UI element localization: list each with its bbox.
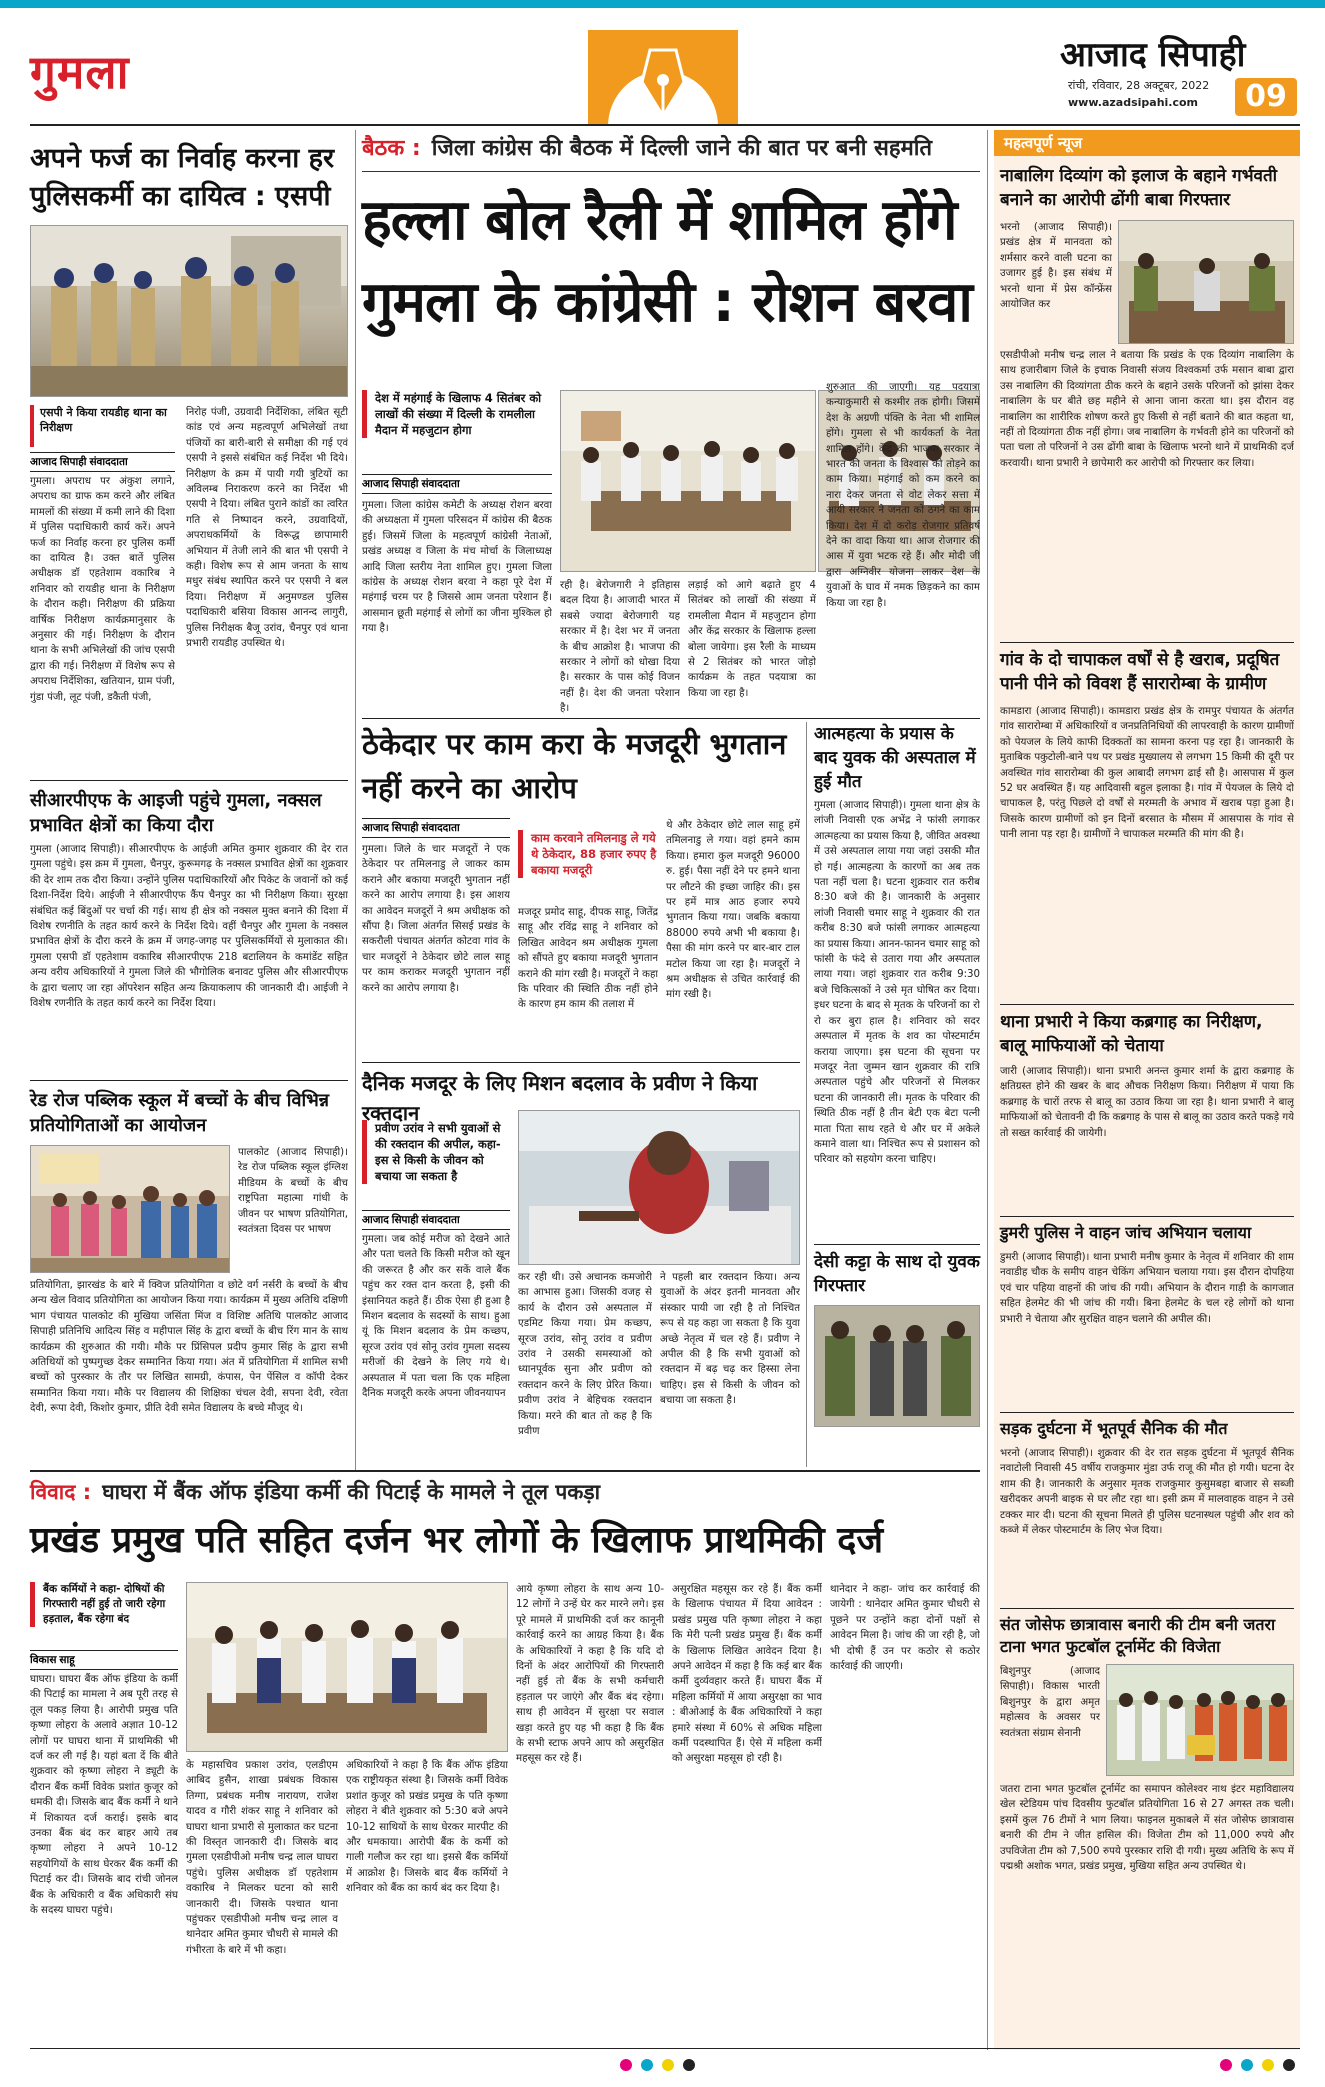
bottom-col4: आये कृष्णा लोहरा के साथ अन्य 10-12 लोगों ने उन्हें घेर कर मारने लगे। इस पूरे मामले में प्राथमिकी दर्ज कर कानूनी कार्रवाई करने का आग्रह किया है। बैंक के अधिकारियों ने कहा है कि यदि दो दिनों के अंदर आरोपियों की गिरफ्तारी नहीं हुई तो बैंक के सभी कर्मचारी हड़ताल पर जाएंगे और बैंक बंद रहेगा। साथ ही आवेदन में सुरक्षा पर सवाल खड़ा करते हुए यह भी कहा है कि बैंक के सभी स्टाफ अपने आप को असुरक्षित महसूस कर रहे हैं। — [516, 1584, 664, 1765]
right-s5-text: भरनो (आजाद सिपाही)। शुक्रवार की देर रात सड़क दुर्घटना में भूतपूर्व सैनिक नवाटोली निवासी 45 वर्षीय राजकुमार मुंडा उर्फ राजू की मौत हो गयी। घटना देर शाम की है। जानकारी के अनुसार मृतक राजकुमार कुसुमबहा बाजार से सब्जी खरीदकर अपनी बाइक से घर लौट रहा था। इसी क्रम में मालवाहक वाहन ने उसे टक्कर मार दी। घटना की सूचना मिलते ही पुलिस घटनास्थल पहुंची और शव को कब्जे में लेकर पोस्टमार्टम के लिए भेज दिया। — [1000, 1448, 1294, 1537]
footer-color-dots-left — [620, 2056, 700, 2070]
blood-col3: ने पहली बार रक्तदान किया। अन्य युवाओं के अंदर इतनी मानवता और संस्कार पायी जा रही है तो निश्चित रूप से यह कहा जा सकता है कि युवा अच्छे नेतृत्व में चल रहे हैं। प्रवीण ने अपील की है कि सभी युवाओं को रक्तदान में बढ़ चढ़ कर हिस्सा लेना चाहिए। इस से किसी के जीवन को बचाया जा सकता है। — [660, 1272, 800, 1407]
left-story1-col1: गुमला। अपराध पर अंकुश लगाने, अपराध का ग्राफ कम करने और लंबित मामलों की संख्या में कमी लाने की दिशा में पुलिस पदाधिकारी कार्य करें। अपने फर्ज का निर्वाह करना हर पुलिस कर्मी का दायित्व है। उक्त बातें पुलिस अधीक्षक डॉ एहतेशाम वकारिब ने शनिवार को रायडीह थाना के निरीक्षण के दौरान कही। निरीक्षण की प्रक्रिया वार्षिक निरीक्षण कार्यक्रमानुसार के अनुसार की गई। निरीक्षण के दौरान थाना के सभी अभिलेखों की जांच एसपी द्वारा की गई। निरीक्षण में विशेष रूप से अपराध निर्देशिका, खतियान, ग्राम पंजी, गुंडा पंजी, लूट पंजी, डकैती पंजी, — [30, 476, 175, 703]
pistol-photo — [814, 1305, 980, 1427]
col-divider-3 — [987, 130, 988, 2050]
registration-dot-cyan — [641, 2059, 653, 2071]
bottom-pullquote-text: बैंक कर्मियों ने कहा- दोषियों की गिरफ्तारी नहीं हुई तो जारी रहेगा हड़ताल, बैंक रहेगा बंद — [43, 1583, 166, 1625]
right-s6-text: जतरा टाना भगत फुटबॉल टूर्नामेंट का समापन कोलेश्वर नाथ इंटर महाविद्यालय खेल स्टेडियम पांच दिवसीय फुटबॉल प्रतियोगिता 16 से 27 अगस्त तक चली। इसमें कुल 76 टीमों ने भाग लिया। फाइनल मुकाबले में संत जोसेफ छात्रावास बनारी की टीम ने जीत हासिल की। विजेता टीम को 11,000 रुपये और उपविजेता टीम को 7,500 रुपये पुरस्कार राशि दी गयी। मुख्य अतिथि के रूप में पद्मश्री अशोक भगत, प्रखंड प्रमुख, मुखिया सहित अन्य उपस्थित थे। — [1000, 1784, 1294, 1873]
main-col4: शुरुआत की जाएगी। यह पदयात्रा कन्याकुमारी से कश्मीर तक होगी। जिसमें देश के अग्रणी पंक्ति के नेता भी शामिल होंगे। गुमला से भी कार्यकर्ता के नेता शामिल होंगे। केंद्र की भाजपा सरकार ने भारत की जनता के विश्वास को तोड़ने का काम किया। महंगाई को कम करने का नारा देकर जनता से वोट लेकर सत्ता में आयी सरकार ने जनता को ठगने का काम किया। देश में दो करोड़ रोजगार प्रतिवर्ष देने का वादा किया था। आज रोजगार की आस में युवा भटक रहे हैं। और मोदी जी द्वारा अग्निवीर योजना लाकर देश के युवाओं के घाव में नमक छिड़कने का काम किया जा रहा है। — [826, 382, 980, 609]
col-divider-2 — [806, 722, 807, 1467]
main-pullquote-text: देश में महंगाई के खिलाफ 4 सितंबर को लाखों की संख्या में दिल्ली के रामलीला मैदान में महजुटान होगा — [375, 391, 542, 437]
main-col1: गुमला। जिला कांग्रेस कमेटी के अध्यक्ष रोशन बरवा की अध्यक्षता में गुमला परिसदन में कांग्रेस की बैठक हुई। जिसमें जिला के महत्वपूर्ण कांग्रेसी नेताओं, प्रखंड अध्यक्ष व जिला के मंच मोर्चा के जिलाध्यक्ष आदि जिला स्तरीय नेता शामिल हुए। गुमला जिला कांग्रेस के अध्यक्ष रोशन बरवा ने कहा पूरे देश में महंगाई चरम पर है जिससे आम जनता परेशान हैं। आसमान छूती महंगाई से लोगों का जीना मुश्किल हो गया है। — [362, 500, 552, 635]
right-s1-lead: भरनो (आजाद सिपाही)। प्रखंड क्षेत्र में मानवता को शर्मसार करने वाली घटना का उजागर हुई है। इस संबंध में भरनो थाना में प्रेस कॉन्फ्रेंस आयोजित कर — [1000, 222, 1112, 311]
left-rule-2 — [30, 1080, 348, 1081]
school-photo — [30, 1145, 230, 1273]
section-title: गुमला — [30, 45, 130, 99]
blood-byline: आजाद सिपाही संवाददाता — [362, 1210, 510, 1230]
photo-caption: एसपी ने किया रायडीह थाना का निरीक्षण — [40, 406, 167, 434]
contractor-pullquote-text: काम करवाने तमिलनाडु ले गये थे ठेकेदार, 88 हजार रुपए है बकाया मजदूरी — [531, 831, 657, 877]
left-story1-col2: निरोह पंजी, उग्रवादी निर्देशिका, लंबित सूटी कांड एवं अन्य महत्वपूर्ण अभिलेखों तथा पंजियों का बारी-बारी से समीक्षा की गई एवं एसपी ने इससे संबंधित कई निर्देश भी दिये। निरीक्षण के क्रम में पायी गयी त्रुटियों का अविलम्ब निराकरण करने का निर्देश भी एसपी ने दिया। लंबित पुराने कांडों का त्वरित गति से निष्पादन करने, उग्रवादियों, अपराधकर्मियों के विरूद्ध छापामारी अभियान में तेजी लाने की बात भी एसपी ने कही। विशेष रूप से आम जनता के साथ मधुर संबंध स्थापित करने पर एसपी ने बल दिया। निरीक्षण में अनुमण्डल पुलिस पदाधिकारी बसिया विकास आनन्द लागुरी, पुलिस निरीक्षक बैजू उरांव, चैनपुर एवं थाना प्रभारी रायडीह उपस्थित थे। — [186, 407, 348, 650]
blood-col1: गुमला। जब कोई मरीज को देखने आते और पता चलते कि किसी मरीज को खून की जरूरत है और कर सकें वाले बैंक पहुंच कर रक्त दान करता है, इसी की इंसानियत कहते हैं। ठीक ऐसा ही हुआ है मिशन बदलाव के सदस्यों के साथ। हुआ यूं कि मिशन बदलाव के प्रेम कच्छप, सूरज उरांव एवं सोनू उरांव गुमला सदस्य मरीजों की देखने के लिए गये थे। अस्पताल में पता चला कि एक महिला दैनिक मजदूरी करके अपना जीवनयापन — [362, 1234, 510, 1400]
right-s4-headline: डुमरी पुलिस ने वाहन जांच अभियान चलाया — [1000, 1223, 1252, 1242]
pen-nib-icon — [588, 30, 738, 126]
registration-dot-black — [683, 2059, 695, 2071]
logo-emblem — [588, 30, 738, 126]
right-s6-headline: संत जोसेफ छात्रावास बनारी की टीम बनी जतरा टाना भगत फुटबॉल टूर्नामेंट की विजेता — [1000, 1615, 1276, 1656]
suicide-headline: आत्महत्या के प्रयास के बाद युवक की अस्पताल में हुई मौत — [814, 724, 976, 792]
left-story3-col: पालकोट (आजाद सिपाही)। रेड रोज पब्लिक स्कूल इंग्लिश मीडियम के बच्चों के बीच राष्ट्रपिता महात्मा गांधी के जीवन पर भाषण प्रतियोगिता, स्वतंत्रता दिवस पर भाषण — [238, 1147, 348, 1236]
main-kicker-text: जिला कांग्रेस की बैठक में दिल्ली जाने की बात पर बनी सहमति — [431, 136, 933, 161]
top-color-bar — [0, 0, 1325, 8]
blood-pullquote — [362, 1120, 510, 1184]
football-photo — [1106, 1664, 1294, 1776]
bottom-col6: थानेदार ने कहा- जांच कर कार्रवाई की जायेगी : थानेदार अमित कुमार चौधरी से पूछने पर उन्होंने कहा दोनों पक्षों से आवेदन मिला है। जांच की जा रही है, जो भी दोषी हैं उन पर कठोर से कठोर कार्रवाई की जाएगी। — [830, 1584, 980, 1673]
registration-dot-magenta-2 — [1220, 2059, 1232, 2071]
right-s1-headline: नाबालिग दिव्यांग को इलाज के बहाने गर्भवती बनाने का आरोपी ढोंगी बाबा गिरफ्तार — [1000, 166, 1278, 210]
bottom-pullquote — [30, 1582, 178, 1627]
left-story1-byline: आजाद सिपाही संवाददाता — [30, 452, 175, 472]
contractor-pullquote — [518, 830, 658, 878]
footer-rule — [30, 2048, 1300, 2049]
left-story1-headline: अपने फर्ज का निर्वाह करना हर पुलिसकर्मी का दायित्व : एसपी — [30, 143, 334, 212]
bottom-col2: के महासचिव प्रकाश उरांव, एलडीएम आबिद हुसैन, शाखा प्रबंधक विकास तिग्गा, प्रबंधक मनीष नारायण, राजेश यादव व गौरी शंकर साहू ने शनिवार को घाघरा थाना प्रभारी से मुलाकात कर घटना की विस्तृत जानकारी दी। जिसके बाद गुमला एसडीपीओ मनीष चन्द्र लाल घाघरा पहुंचे। पुलिस अधीक्षक डॉ एहतेशाम वकारिब ने मिलकर घटना को सारी जानकारी दी। जिसके पश्चात थाना पहुंचकर एसडीपीओ मनीष चन्द्र लाल व थानेदार अमित कुमार चौधरी से मामले की गंभीरता के बारे में भी कहा। — [186, 1760, 338, 1956]
meeting-photo — [560, 390, 816, 572]
bottom-kicker-label: विवाद : — [30, 1480, 92, 1504]
center-rule-3 — [814, 1244, 980, 1245]
contractor-col1: गुमला। जिले के चार मजदूरों ने एक ठेकेदार पर तमिलनाडु ले जाकर काम कराने और बकाया मजदूरी भुगतान नहीं करने का आरोप लगाया है। इस आशय का आवेदन मजदूरों ने श्रम अधीक्षक को सौंपा है। जिला अंतर्गत सिसई प्रखंड के सकरौली पंचायत अंतर्गत कोटवा गांव के चार मजदूरों ने ठेकेदार छोटे लाल साहू पर काम कराकर मजदूरी भुगतान नहीं करने का आरोप लगाया है। — [362, 844, 510, 994]
dateline: रांची, रविवार, 28 अक्टूबर, 2022 — [1068, 79, 1210, 92]
right-rule-5 — [1000, 1608, 1294, 1609]
left-rule-1 — [30, 780, 348, 781]
blood-photo — [518, 1110, 800, 1265]
right-s6-lead: बिशुनपुर (आजाद सिपाही)। विकास भारती बिशुनपुर के द्वारा अमृत महोत्सव के अवसर पर स्वतंत्रता संग्राम सेनानी — [1000, 1666, 1100, 1739]
right-s2-text: कामडारा (आजाद सिपाही)। कामडारा प्रखंड क्षेत्र के रामपुर पंचायत के अंतर्गत गांव सारारोम्बा में अधिकारियों व जनप्रतिनिधियों की लापरवाही के कारण ग्रामीणों को पेयजल के लिये काफी दिक्कतों का सामना करना पड़ रहा है। जानकारी के मुताबिक पकुटोली-बाने पथ पर प्रखंड मुख्यालय से लगभग 15 किमी की दूरी पर अवस्थित गांव सारारोम्बा की कुल आबादी लगभग ढाई सौ है। आसपास में कुल 52 घर अवस्थित हैं। यह आदिवासी बहुल इलाका है। गांव में पेयजल के लिये दो चापाकल है, परंतु पिछले दो वर्षों से मरम्मती के अभाव में खराब पड़ा हुआ है। जिसके कारण ग्रामीणों को इन दिनों बरसात के मौसम में आसपास के गांव से पानी लाना पड़ रहा है। ग्रामीणों ने चापाकल मरम्मति की मांग की है। — [1000, 706, 1294, 841]
main-col2: रही है। बेरोजगारी ने इतिहास बदल दिया है। आजादी भारत में सबसे ज्यादा बेरोजगारी यह सरकार में है। देश भर में जनता के बीच आक्रोश है। भाजपा की सरकार ने लोगों को धोखा दिया है। सरकार के पास कोई विजन नहीं है। देश की जनता परेशान है। — [560, 580, 680, 713]
blood-col2: कर रही थी। उसे अचानक कमजोरी का आभास हुआ। जिसकी वजह से कार्य के दौरान उसे अस्पताल में एडमिट किया गया। प्रेम कच्छप, सूरज उरांव, सोनू उरांव व प्रवीण उरांव ने उसकी समस्याओं को ध्यानपूर्वक सुना और प्रवीण को रक्तदान करने के लिए प्रेरित किया। प्रवीण उरांव ने बेहिचक रक्तदान किया। मरने की बात तो कह है कि प्रवीण — [518, 1272, 652, 1438]
page-number: 09 — [1235, 78, 1297, 116]
main-kicker-row — [362, 132, 980, 172]
main-col3: लड़ाई को आगे बढ़ाते हुए 4 सितंबर को लाखों की संख्या में रामलीला मैदान में महजुटान होगा और केंद्र सरकार के खिलाफ हल्ला बोला जायेगा। इस रैली के माध्यम से 2 सितंबर को भारत जोड़ो कार्यक्रम के तहत पदयात्रा का किया जा रहा है। — [688, 580, 816, 699]
footer-color-dots-right — [1220, 2056, 1300, 2070]
contractor-col3: थे और ठेकेदार छोटे लाल साहू हमें तमिलनाडु ले गया। वहां हमने काम किया। हमारा कुल मजदूरी 96000 रु. हुई। पैसा नहीं देने पर हमने थाना पर लौटने की इच्छा जाहिर की। इस पर हमें मात्र आठ हजार रुपये भुगतान किया गया। जबकि बकाया 88000 रुपये अभी भी बकाया है। पैसा की मांग करने पर बार-बार टाल मटोल किया जा रहा है। मजदूरों ने श्रम अधीक्षक से उचित कार्रवाई की मांग रखी है। — [666, 820, 800, 1001]
bottom-byline: विकास साहू — [30, 1650, 178, 1670]
police-photo — [30, 225, 348, 397]
left-story3-headline: रेड रोज पब्लिक स्कूल में बच्चों के बीच विभिन्न प्रतियोगिताओं का आयोजन — [30, 1090, 330, 1136]
main-byline: आजाद सिपाही संवाददाता — [362, 474, 552, 494]
registration-dot-cyan-2 — [1241, 2059, 1253, 2071]
masthead-rule — [30, 124, 1300, 126]
col-divider-1 — [355, 130, 356, 1470]
bottom-col3: अधिकारियों ने कहा है कि बैंक ऑफ इंडिया एक राष्ट्रीयकृत संस्था है। जिसके कर्मी विवेक प्रशांत कुजूर को प्रखंड प्रमुख के पति कृष्णा लोहरा ने बीते शुक्रवार को 5:30 बजे अपने 10-12 साथियों के साथ घेरकर मारपीट की और धमकाया। आरोपी बैंक के कर्मी को गाली गलौज कर रहा था। इससे बैंक कर्मियों में आक्रोश है। जिसके बाद बैंक कर्मियों ने शनिवार को बैंक का कार्य बंद कर दिया है। — [346, 1760, 508, 1895]
right-rule-4 — [1000, 1412, 1294, 1413]
bottom-top-rule — [30, 1470, 980, 1472]
blood-pullquote-text: प्रवीण उरांव ने सभी युवाओं से की रक्तदान की अपील, कहा- इस से किसी के जीवन को बचाया जा सकता है — [375, 1121, 501, 1183]
center-rule-2 — [362, 1062, 800, 1063]
arrest-photo — [1118, 220, 1294, 344]
right-panel-title: महत्वपूर्ण न्यूज — [994, 130, 1300, 156]
right-rule-3 — [1000, 1216, 1294, 1217]
blood-headline: दैनिक मजदूर के लिए मिशन बदलाव के प्रवीण ने किया रक्तदान — [362, 1071, 758, 1125]
left-story2-text: गुमला (आजाद सिपाही)। सीआरपीएफ के आईजी अमित कुमार शुक्रवार की देर रात गुमला पहुंचे। इस क्रम में गुमला, चैनपुर, कुरूमगढ़ के नक्सल प्रभावित क्षेत्रों का शुक्रवार की देर शाम तक दौरा किया। उन्होंने पुलिस पदाधिकारियों और पिकेट के जवानों को कई दिशा-निर्देश दिये। आईजी ने सीआरपीएफ कैंप चैनपुर का भी निरीक्षण किया। सुरक्षा संबंधित कई बिंदुओं पर चर्चा की गई। साथ ही क्षेत्र को नक्सल मुक्त बनाने की दिशा में विशेष रणनीति के तहत कार्य करने के निर्देश दिये। वहीं चैनपुर और गुमला के नक्सल प्रभावित क्षेत्रों के दौरा करने के क्रम में जगह-जगह पर पुलिसकर्मियों से मुलाकात की। गुमला एसपी डॉ एहतेशाम वकारिब सीआरपीएफ 218 बटालियन के कमांडेंट सहित अन्य वरीय अधिकारियों ने गुमला जिले की भौगोलिक बनावट पुलिस और सीआरपीएफ के द्वारा चलाए जा रहा ऑपरेशन सहित अन्य क्रियाकलाप की जानकारी दी। आईजी ने विशेष रणनीति के तहत कार्य करने का निर्देश दिया। — [30, 844, 348, 1010]
suicide-text: गुमला (आजाद सिपाही)। गुमला थाना क्षेत्र के लांजी निवासी एक अभेंद्र ने फांसी लगाकर आत्महत्या का प्रयास किया है, जीवित अवस्था में उसे अस्पताल लाया गया जहां उसकी मौत हो गई। आत्महत्या के कारणों का अब तक पता नहीं चला है। घटना शुक्रवार रात करीब 8:30 बजे की है। जानकारी के अनुसार लांजी निवासी चमार साहू ने शुक्रवार की रात करीब 8:30 बजे फांसी लगाकर आत्महत्या का प्रयास किया। आनन-फानन चमार साहू को फांसी के फंदे से उतारा गया और अस्पताल लाया गया। जहां शुक्रवार रात करीब 9:30 बजे चिकित्सकों ने उसे मृत घोषित कर दिया। इधर घटना के बाद से मृतक के परिजनों का रो रो कर बुरा हाल है। शनिवार को सदर अस्पताल में मृतक के शव का पोस्टमार्टम कराया जाएगा। इस घटना की सूचना पर मजदूर नेता जुम्मन खान शुक्रवार की रात्रि अस्पताल पहुंचे और परिजनों से मिलकर घटना की जानकारी ली। मृतक के परिवार की स्थिति ठीक नहीं है तीन बेटी एक बेटा पत्नी माता पिता साथ रहते थे और घर में अकेले कमाने वाला था। निश्चित रूप से प्रशासन को परिवार को सहयोग करना चाहिए। — [814, 800, 980, 1166]
right-s1-text: एसडीपीओ मनीष चन्द्र लाल ने बताया कि प्रखंड के एक दिव्यांग नाबालिग के साथ हजारीबाग जिले के इचाक निवासी संजय विश्वकर्मा उर्फ मसान बाबा द्वारा उस नाबालिग की दिव्यांगता ठीक करने के बहाने उसके परिजनों को झांसा देकर नाबालिग के घर बीते छह महीने से आना जाना करता था। इस दौरान वह नाबालिग का शारीरिक शोषण करते हुए किसी से नहीं बताने की बात कहता था, नहीं तो दिव्यांगता ठीक नहीं होगा। जब नाबालिग के गर्भवती होने का परिजनों को पता चला तो परिजनों ने उस ढोंगी बाबा के खिलाफ भरनो थाने में प्राथमिकी दर्ज करवायी। थाना प्रभारी ने छापेमारी कर आरोपी को गिरफ्तार कर लिया। — [1000, 350, 1294, 469]
paper-name: आजाद सिपाही — [1060, 35, 1246, 75]
right-s3-headline: थाना प्रभारी ने किया कब्रगाह का निरीक्षण, बालू माफियाओं को चेताया — [1000, 1012, 1263, 1056]
bottom-kicker-text: घाघरा में बैंक ऑफ इंडिया कर्मी की पिटाई के मामले ने तूल पकड़ा — [102, 1480, 601, 1504]
left-story3-full: प्रतियोगिता, झारखंड के बारे में क्विज प्रतियोगिता व छोटे वर्ग नर्सरी के बच्चों के बीच अन्य खेल विवाद प्रतियोगिता का आयोजन किया गया। कार्यक्रम में मुख्य अतिथि दक्षिणी भाग पंचायत पालकोट की मुखिया जसिंता मिंज व विशिष्ट अतिथि पालकोट आजाद सिपाही प्रतिनिधि आदित्य सिंह व महीपाल सिंह के द्वारा बच्चों के बीच रिंग मान के साथ कार्यक्रम की शुरुआत की गयी। मौके पर प्रिंसिपल प्रदीप कुमार सिंह के द्वारा सभी अतिथियों को पुष्पगुच्छ देकर सम्मानित किया गया। अंत में प्रतियोगिता में शामिल सभी बच्चों को पुरस्कार के तौर पर लिखित सामग्री, कंपास, पेन पेंसिल व कॉपी देकर सम्मानित किया गया। मौके पर विद्यालय की शिक्षिका चंचल देवी, सपना देवी, रवेता देवी, रूपा देवी, किशोर कुमार, प्रीति देवी समेत विद्यालय के बच्चे मौजूद थे। — [30, 1280, 348, 1415]
registration-dot-yellow-2 — [1262, 2059, 1274, 2071]
bottom-col5: असुरक्षित महसूस कर रहे हैं। बैंक कर्मी के खिलाफ पंचायत में दिया आवेदन : प्रखंड प्रमुख पति कृष्णा लोहरा ने कहा कि मेरी पत्नी प्रखंड प्रमुख हैं। बैंक कर्मी के खिलाफ लिखित आवेदन दिया है। अपने आवेदन में कहा है कि कई बार बैंक कर्मी दुर्व्यवहार करते हैं। घाघरा बैंक में महिला कर्मियों में आया असुरक्षा का भाव : बीओआई के बैंक अधिकारियों ने कहा हमारे संस्था में 60% से अधिक महिला कर्मी पदस्थापित हैं। ऐसे में महिला कर्मी को असुरक्षा महसूस हो रही है। — [672, 1584, 822, 1765]
right-rule-2 — [1000, 1004, 1294, 1005]
bank-photo — [186, 1582, 508, 1752]
contractor-headline: ठेकेदार पर काम करा के मजदूरी भुगतान नहीं करने का आरोप — [362, 727, 787, 805]
registration-dot-yellow — [662, 2059, 674, 2071]
left-story2-headline: सीआरपीएफ के आइजी पहुंचे गुमला, नक्सल प्रभावित क्षेत्रों का किया दौरा — [30, 790, 322, 836]
right-s3-text: जारी (आजाद सिपाही)। थाना प्रभारी अनन्त कुमार शर्मा के द्वारा कब्रगाह के क्षतिग्रस्त होने की खबर के बाद औचक निरीक्षण किया। निरीक्षण में पाया कि कब्रगाह के चारों तरफ से बालू का उठाव किया जा रहा है। थाना प्रभारी ने बालू माफियाओं को चेतावनी दी कि कब्रगाह के पास से बालू का उठाव करते पकड़े गये तो सख्त कार्रवाई की जायेगी। — [1000, 1066, 1294, 1139]
main-headline: हल्ला बोल रैली में शामिल होंगे गुमला के कांग्रेसी : रोशन बरवा — [362, 188, 972, 335]
right-rule-1 — [1000, 642, 1294, 643]
registration-dot-black-2 — [1283, 2059, 1295, 2071]
bottom-kicker-row — [30, 1478, 980, 1514]
contractor-col2: मजदूर प्रमोद साहू, दीपक साहू, जितेंद्र साहू और रविंद्र साहू ने शनिवार को लिखित आवेदन श्रम अधीक्षक गुमला को सौंपते हुए बकाया मजदूरी भुगतान कराने की मांग रखी है। मजदूरों ने कहा कि परिवार की स्थिति ठीक नहीं होने के कारण हम काम की तलाश में — [518, 907, 658, 1011]
right-s5-headline: सड़क दुर्घटना में भूतपूर्व सैनिक की मौत — [1000, 1419, 1228, 1438]
pistol-headline: देसी कट्टा के साथ दो युवक गिरफ्तार — [814, 1252, 980, 1296]
main-pullquote — [362, 390, 552, 438]
bottom-headline: प्रखंड प्रमुख पति सहित दर्जन भर लोगों के खिलाफ प्राथमिकी दर्ज — [30, 1520, 884, 1561]
registration-dot-magenta — [620, 2059, 632, 2071]
website: www.azadsipahi.com — [1068, 96, 1199, 109]
center-rule-1 — [362, 718, 980, 719]
contractor-byline: आजाद सिपाही संवाददाता — [362, 818, 510, 838]
main-kicker-label: बैठक : — [362, 136, 421, 161]
right-s2-headline: गांव के दो चापाकल वर्षों से है खराब, प्रदूषित पानी पीने को विवश हैं सारारोम्बा के ग्रामीण — [1000, 650, 1280, 694]
right-s4-text: डुमरी (आजाद सिपाही)। थाना प्रभारी मनीष कुमार के नेतृत्व में शनिवार की शाम नवाडीह चौक के समीप वाहन चेकिंग अभियान चलाया गया। इस दौरान दोपहिया एवं चार पहिया वाहनों की जांच की गयी। अभियान के दौरान गाड़ी के कागजात सहित हेलमेट की भी जांच की गयी। बिना हेलमेट के चल रहे लोगों को थाना प्रभारी ने चेताया और सुरक्षित वाहन चलाने की अपील की। — [1000, 1252, 1294, 1325]
photo-caption-box — [30, 405, 170, 447]
bottom-col1: घाघरा। घाघरा बैंक ऑफ इंडिया के कर्मी की पिटाई का मामला ने अब पूरी तरह से तूल पकड़ लिया है। आरोपी प्रमुख पति कृष्णा लोहरा के अलावे अज्ञात 10-12 लोगों पर घाघरा थाना में प्राथमिकी भी दर्ज कर ली गई है। यहां बता दें कि बीते शुक्रवार को कृष्णा लोहरा ने ड्यूटी के दौरान बैंक कर्मी विवेक प्रशांत कुजूर को धमकी दी। जिसके बाद बैंक कर्मी ने थाने में शिकायत दर्ज कराई। इसके बाद उनका बैंक बंद कर बाहर आये तब कृष्णा लोहरा ने अपने 10-12 सहयोगियों के साथ घेरकर बैंक कर्मी की पिटाई कर दी। जिसके बाद रांची जोनल बैंक के अधिकारी व बैंक अधिकारी संघ के सदस्य घाघरा पहुंचे। — [30, 1674, 178, 1917]
